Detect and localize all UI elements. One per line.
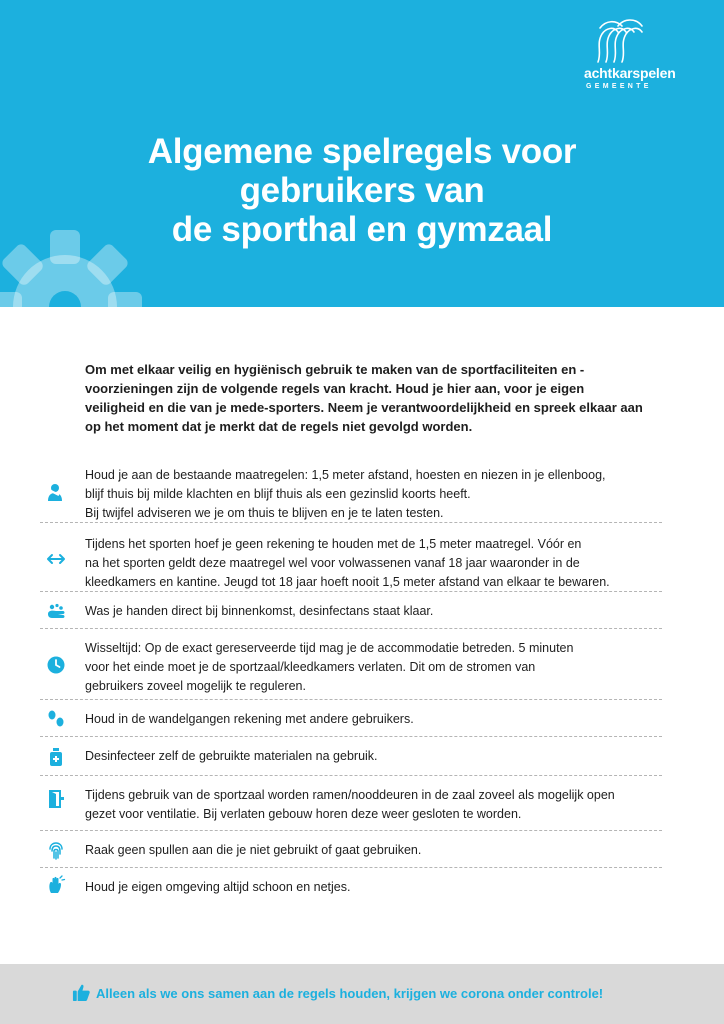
intro-text: Om met elkaar veilig en hygiënisch gebruik te maken van de sportfaciliteiten en -voorzieningen zijn de volgende regels van kracht. Houd je hier aan, voor je eigen veiligheid en die van je mede-sporters. Neem je verantwoordelijkheid en spreek elkaar aan op het moment dat je merkt dat de regels niet gevolgd worden. xyxy=(85,362,643,434)
rule-text: blijf thuis bij milde klachten en blijf thuis als een gezinslid koorts heeft. xyxy=(85,487,471,501)
rule-item xyxy=(40,700,662,737)
rule-text: Houd je eigen omgeving altijd schoon en netjes. xyxy=(85,880,351,894)
logo xyxy=(584,18,704,98)
rule-item xyxy=(40,523,662,592)
rule-text: Tijdens gebruik van de sportzaal worden ramen/nooddeuren in de zaal zoveel als mogelijk open xyxy=(85,788,615,802)
logo-mark-icon xyxy=(592,18,648,66)
rule-item xyxy=(40,868,662,904)
rules-list xyxy=(40,466,662,904)
rule-text: Bij twijfel adviseren we je om thuis te blijven en je te laten testen. xyxy=(85,506,444,520)
logo-subtitle: GEMEENTE xyxy=(586,83,652,90)
sanitizer-icon xyxy=(46,747,66,767)
title-line: gebruikers van xyxy=(239,171,485,210)
distance-arrow-icon xyxy=(46,549,66,569)
rule-text: Houd je aan de bestaande maatregelen: 1,5 meter afstand, hoesten en niezen in je ellenboog, xyxy=(85,468,606,482)
rule-item xyxy=(40,737,662,776)
rule-text: Was je handen direct bij binnenkomst, desinfectans staat klaar. xyxy=(85,604,434,618)
title-line: Algemene spelregels voor xyxy=(147,132,577,171)
footer-bar xyxy=(0,964,724,1024)
rule-item xyxy=(40,592,662,629)
touch-icon xyxy=(46,841,66,861)
rule-text: Wisseltijd: Op de exact gereserveerde tijd mag je de accommodatie betreden. 5 minuten xyxy=(85,641,574,655)
rule-item xyxy=(40,466,662,523)
logo-name: achtkarspelen xyxy=(584,65,676,81)
clock-icon xyxy=(46,655,66,675)
rule-text: Tijdens het sporten hoef je geen rekening te houden met de 1,5 meter maatregel. Vóór en xyxy=(85,537,582,551)
thumbs-up-icon xyxy=(72,983,91,1002)
footer-message xyxy=(96,986,603,1001)
sneeze-icon xyxy=(46,482,66,502)
rule-text: Desinfecteer zelf de gebruikte materialen na gebruik. xyxy=(85,749,378,763)
title-line: de sporthal en gymzaal xyxy=(171,210,553,249)
rule-item xyxy=(40,831,662,868)
footsteps-icon xyxy=(46,709,66,729)
hand-wash-icon xyxy=(46,602,66,622)
clean-hand-icon xyxy=(46,875,66,895)
rule-text: gezet voor ventilatie. Bij verlaten gebouw horen deze weer gesloten te worden. xyxy=(85,807,522,821)
page-title xyxy=(60,132,664,249)
rule-text: gebruikers zoveel mogelijk te reguleren. xyxy=(85,679,306,693)
rule-item xyxy=(40,776,662,831)
rule-text: Houd in de wandelgangen rekening met andere gebruikers. xyxy=(85,712,414,726)
rule-text: kleedkamers en kantine. Jeugd tot 18 jaar hoeft nooit 1,5 meter afstand van elkaar te bewaren. xyxy=(85,575,610,589)
rule-text: na het sporten geldt deze maatregel wel voor volwassenen vanaf 18 jaar waaronder in de xyxy=(85,556,580,570)
header-banner xyxy=(0,0,724,307)
rule-text: Raak geen spullen aan die je niet gebruikt of gaat gebruiken. xyxy=(85,843,422,857)
rule-text: voor het einde moet je de sportzaal/kleedkamers verlaten. Dit om de stromen van xyxy=(85,660,536,674)
rule-item xyxy=(40,629,662,700)
door-icon xyxy=(46,789,66,809)
footer-text: Alleen als we ons samen aan de regels houden, krijgen we corona onder controle! xyxy=(96,986,604,1001)
